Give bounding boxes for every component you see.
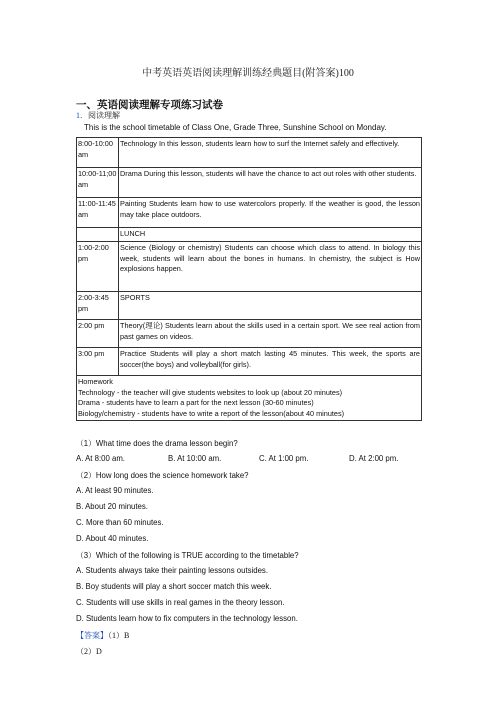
- option: D. Students learn how to fix computers in the technology lesson.: [76, 614, 298, 623]
- time-cell: [77, 228, 119, 242]
- question-stem: （2）How long does the science homework take?: [76, 471, 249, 480]
- time-cell: 3:00 pm: [77, 348, 119, 376]
- table-row: [77, 348, 422, 376]
- subheading-text: 阅读理解: [88, 111, 120, 120]
- option: B. At 10:00 am.: [168, 454, 222, 463]
- table-row: [77, 292, 422, 320]
- homework-cell: [77, 376, 422, 421]
- subheading: [76, 110, 120, 121]
- lesson-cell: Painting Students learn how to use watercolors properly. If the weather is good, the lesson may take place outdoors.: [119, 198, 422, 228]
- option: B. Boy students will play a short soccer match this week.: [76, 582, 272, 591]
- answer-line: [76, 630, 129, 641]
- table-row: [77, 320, 422, 348]
- lesson-cell: Science (Biology or chemistry) Students can choose which class to attend. In biology this week, students will learn about the bones in humans. In chemistry, the subject is How explosions happen.: [119, 242, 422, 292]
- option: C. At 1:00 pm.: [259, 454, 309, 463]
- option: A. Students always take their painting lessons outsides.: [76, 566, 268, 575]
- homework-line: Technology - the teacher will give students websites to look up (about 20 minutes): [78, 387, 343, 397]
- time-cell: 11:00-11:45 am: [77, 198, 119, 228]
- option: A. At 8:00 am.: [76, 454, 125, 463]
- lesson-cell: SPORTS: [119, 292, 422, 320]
- answer-tag: 【答案】: [76, 631, 108, 640]
- option: A. At least 90 minutes.: [76, 486, 154, 495]
- lesson-cell: Technology In this lesson, students learn how to surf the Internet safely and effectively.: [119, 138, 422, 168]
- option: D. About 40 minutes.: [76, 534, 149, 543]
- intro-text: This is the school timetable of Class One, Grade Three, Sunshine School on Monday.: [84, 123, 387, 132]
- time-cell: 1:00-2:00 pm: [77, 242, 119, 292]
- time-cell: 10:00-11;00 am: [77, 168, 119, 198]
- lesson-cell: Practice Students will play a short match lasting 45 minutes. This week, the sports are soccer(the boys) and volleyball(for girls).: [119, 348, 422, 376]
- subheading-number: 1．: [76, 111, 88, 120]
- homework-row: [77, 376, 422, 421]
- lesson-cell: LUNCH: [119, 228, 422, 242]
- table-row: [77, 242, 422, 292]
- question-options: [76, 454, 398, 463]
- question-stem: （1）What time does the drama lesson begin?: [76, 439, 238, 448]
- homework-line: Biology/chemistry - students have to write a report of the lesson(about 40 minutes): [78, 408, 345, 418]
- homework-title: Homework: [78, 377, 113, 386]
- option: B. About 20 minutes.: [76, 502, 148, 511]
- timetable: [76, 137, 422, 421]
- option: D. At 2:00 pm.: [349, 454, 399, 463]
- homework-line: Drama - students have to learn a part for the next lesson (30-60 minutes): [78, 398, 314, 408]
- answer-value: （2）D: [76, 647, 102, 656]
- time-cell: 2:00 pm: [77, 320, 119, 348]
- table-row: [77, 228, 422, 242]
- question-stem: （3）Which of the following is TRUE according to the timetable?: [76, 551, 299, 560]
- table-row: [77, 198, 422, 228]
- time-cell: 8:00-10:00 am: [77, 138, 119, 168]
- table-row: [77, 138, 422, 168]
- option: C. Students will use skills in real games in the theory lesson.: [76, 598, 285, 607]
- option: C. More than 60 minutes.: [76, 518, 164, 527]
- answer-value: （1）B: [108, 631, 130, 640]
- lesson-cell: Drama During this lesson, students will have the chance to act out roles with other students.: [119, 168, 422, 198]
- table-row: [77, 168, 422, 198]
- document-title: 中考英语英语阅读理解训练经典题目(附答案)100: [142, 68, 354, 79]
- section-heading: 一、英语阅读理解专项练习试卷: [76, 100, 223, 111]
- lesson-cell: Theory(理论) Students learn about the skills used in a certain sport. We see real action from past games on videos.: [119, 320, 422, 348]
- time-cell: 2:00-3:45 pm: [77, 292, 119, 320]
